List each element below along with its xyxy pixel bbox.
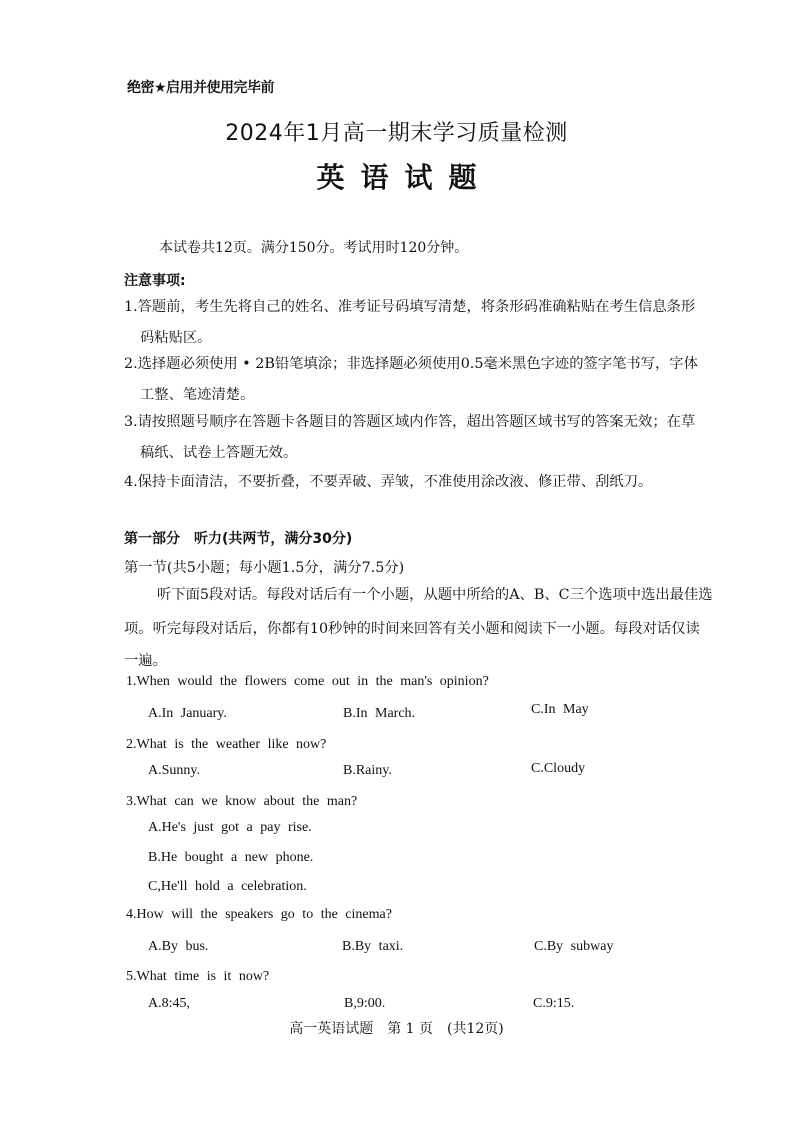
confidential-label: 绝密★启用并使用完毕前 xyxy=(127,80,275,96)
q2-option-c: C.Cloudy xyxy=(531,761,586,776)
q3-option-a: A.He's just got a pay rise. xyxy=(148,820,312,835)
question-2: 2.What is the weather like now? xyxy=(126,737,327,752)
question-1: 1.When would the flowers come out in the man's opinion? xyxy=(126,674,489,689)
notice-item-2: 2.选择题必须使用 • 2B铅笔填涂；非选择题必须使用0.5毫米黑色字迹的签字笔书写，字体 xyxy=(124,356,698,372)
q2-option-b: B.Rainy. xyxy=(343,763,392,778)
notice-item-3: 3.请按照题号顺序在答题卡各题目的答题区域内作答，超出答题区域书写的答案无效；在草 xyxy=(124,414,696,430)
q5-option-b: B,9:00. xyxy=(344,996,386,1011)
q3-option-b: B.He bought a new phone. xyxy=(148,850,314,865)
q1-option-c: C.In May xyxy=(531,702,589,717)
q1-option-a: A.In January. xyxy=(148,706,227,721)
instruction-line-2: 项。听完每段对话后，你都有10秒钟的时间来回答有关小题和阅读下一小题。每段对话仅读 xyxy=(124,621,700,637)
q3-option-c: C,He'll hold a celebration. xyxy=(148,879,307,894)
section1-heading: 第一节(共5小题；每小题1.5分，满分7.5分) xyxy=(124,560,405,576)
instruction-line-1: 听下面5段对话。每段对话后有一个小题，从题中所给的A、B、C三个选项中选出最佳选 xyxy=(157,587,713,603)
q1-option-b: B.In March. xyxy=(343,706,416,721)
exam-subject: 英语试题 xyxy=(316,161,493,194)
q5-option-c: C.9:15. xyxy=(533,996,575,1011)
exam-intro: 本试卷共12页。满分150分。考试用时120分钟。 xyxy=(159,240,469,256)
question-4: 4.How will the speakers go to the cinema? xyxy=(126,907,392,922)
q4-option-a: A.By bus. xyxy=(148,939,209,954)
q4-option-b: B.By taxi. xyxy=(342,939,404,954)
q2-option-a: A.Sunny. xyxy=(148,763,200,778)
notice-item-4: 4.保持卡面清洁，不要折叠，不要弄破、弄皱，不准使用涂改液、修正带、刮纸刀。 xyxy=(124,474,653,490)
notice-item-2-cont: 工整、笔迹清楚。 xyxy=(140,387,255,403)
notice-item-1-cont: 码粘贴区。 xyxy=(140,330,212,346)
notice-item-3-cont: 稿纸、试卷上答题无效。 xyxy=(140,445,298,461)
question-5: 5.What time is it now? xyxy=(126,969,270,984)
page-footer: 高一英语试题 第 1 页 (共12页) xyxy=(289,1021,504,1037)
q4-option-c: C.By subway xyxy=(534,939,614,954)
question-3: 3.What can we know about the man? xyxy=(126,794,358,809)
notice-heading: 注意事项: xyxy=(124,273,186,289)
instruction-line-3: 一遍。 xyxy=(124,653,167,669)
q5-option-a: A.8:45, xyxy=(148,996,190,1011)
exam-title: 2024年1月高一期末学习质量检测 xyxy=(225,121,568,146)
notice-item-1: 1.答题前，考生先将自己的姓名、准考证号码填写清楚，将条形码准确粘贴在考生信息条形 xyxy=(124,299,696,315)
part1-heading: 第一部分 听力(共两节，满分30分) xyxy=(124,531,353,547)
